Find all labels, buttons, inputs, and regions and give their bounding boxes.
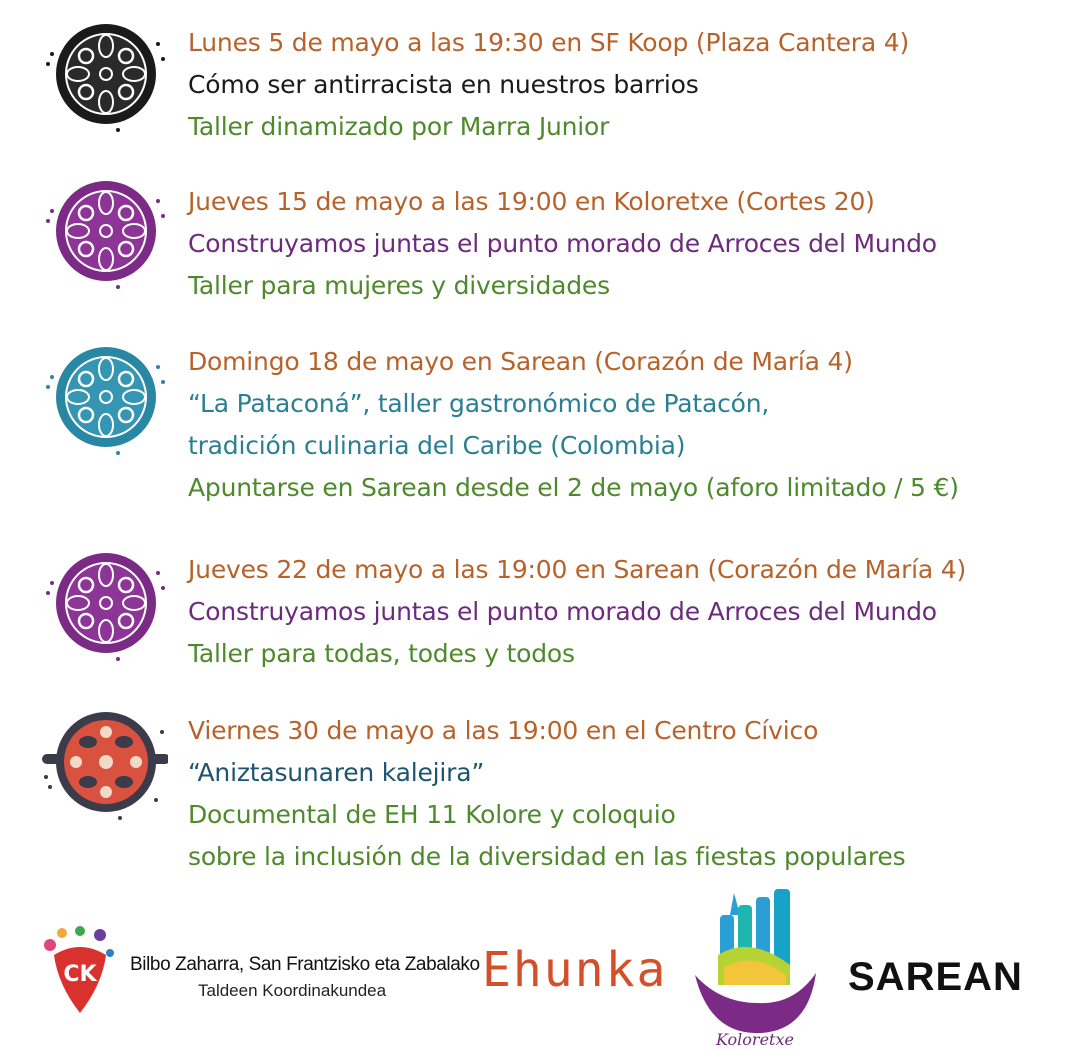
sponsor-logos bbox=[0, 880, 1079, 1052]
event-detail: Apuntarse en Sarean desde el 2 de mayo (aforo limitado / 5 €) bbox=[188, 473, 959, 502]
ck-name-line2: Taldeen Koordinakundea bbox=[198, 981, 387, 1000]
event-title: Cómo ser antirracista en nuestros barrios bbox=[188, 70, 699, 99]
event-date: Jueves 22 de mayo a las 19:00 en Sarean (Corazón de María 4) bbox=[188, 555, 967, 584]
event-detail: Documental de EH 11 Kolore y coloquio bbox=[188, 800, 676, 829]
event-date: Viernes 30 de mayo a las 19:00 en el Centro Cívico bbox=[188, 716, 819, 745]
event-title-line2: tradición culinaria del Caribe (Colombia) bbox=[188, 431, 686, 460]
svg-text:CK: CK bbox=[63, 962, 97, 987]
event-detail-line2: sobre la inclusión de la diversidad en las fiestas populares bbox=[188, 842, 906, 871]
event-title: “La Pataconá”, taller gastronómico de Patacón, bbox=[188, 389, 770, 418]
koloretxe-logo bbox=[690, 885, 820, 1050]
blue-paella-icon bbox=[38, 337, 168, 457]
sarean-logo: SAREAN bbox=[848, 955, 1023, 999]
purple-paella-icon bbox=[38, 171, 168, 291]
red-paella-icon bbox=[38, 702, 168, 822]
event-detail: Taller para mujeres y diversidades bbox=[188, 271, 610, 300]
ck-name-line1: Bilbo Zaharra, San Frantzisko eta Zabalako bbox=[130, 954, 480, 975]
event-title: “Aniztasunaren kalejira” bbox=[188, 758, 485, 787]
event-detail: Taller para todas, todes y todos bbox=[188, 639, 575, 668]
purple-paella-icon bbox=[38, 543, 168, 663]
ck-logo bbox=[40, 925, 120, 1015]
event-date: Jueves 15 de mayo a las 19:00 en Koloretxe (Cortes 20) bbox=[188, 187, 875, 216]
event-detail: Taller dinamizado por Marra Junior bbox=[188, 112, 610, 141]
black-paella-icon bbox=[38, 14, 168, 134]
svg-text:Koloretxe: Koloretxe bbox=[716, 1030, 794, 1049]
event-title: Construyamos juntas el punto morado de Arroces del Mundo bbox=[188, 597, 937, 626]
ehunka-logo: Ehunka bbox=[482, 942, 668, 998]
event-date: Lunes 5 de mayo a las 19:30 en SF Koop (Plaza Cantera 4) bbox=[188, 28, 910, 57]
event-title: Construyamos juntas el punto morado de Arroces del Mundo bbox=[188, 229, 937, 258]
event-date: Domingo 18 de mayo en Sarean (Corazón de María 4) bbox=[188, 347, 853, 376]
